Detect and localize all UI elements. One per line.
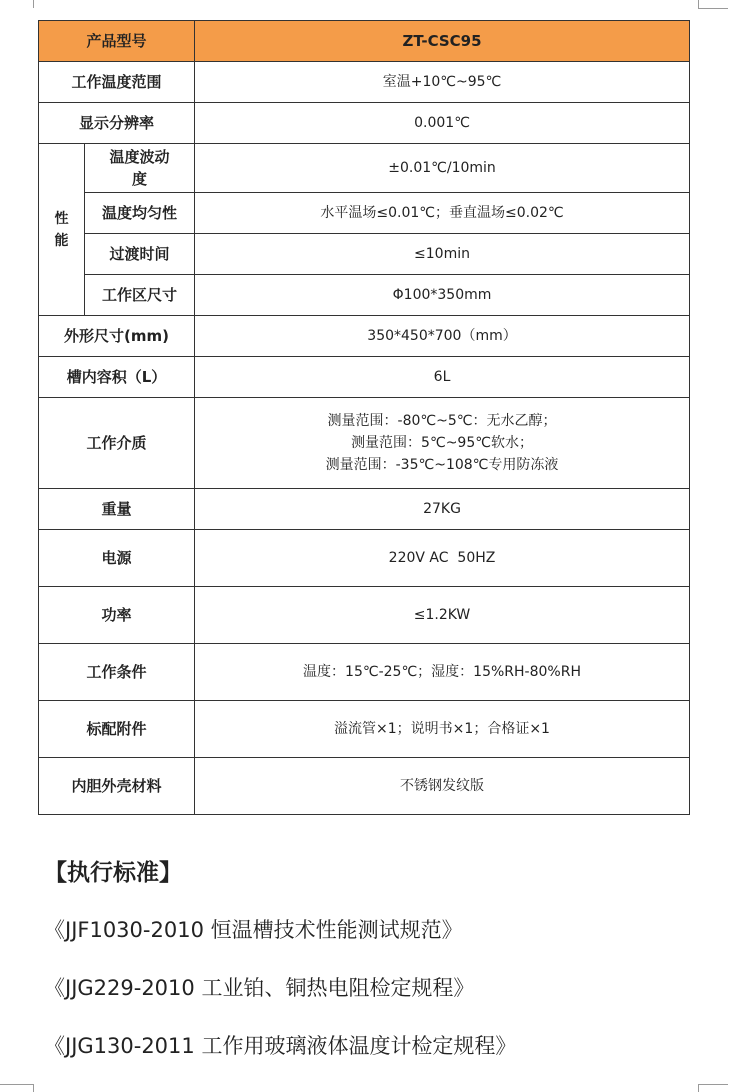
row-value: 27KG bbox=[195, 489, 690, 530]
row-value-multiline bbox=[195, 398, 690, 489]
row-value: 温度：15℃-25℃；湿度：15%RH-80%RH bbox=[195, 644, 690, 701]
table-row bbox=[39, 587, 690, 644]
row-value: 350*450*700（mm） bbox=[195, 316, 690, 357]
standard-item: 《JJG130-2011 工作用玻璃液体温度计检定规程》 bbox=[44, 1034, 517, 1058]
standards-section bbox=[44, 856, 704, 1087]
row-label: 重量 bbox=[39, 489, 195, 530]
standard-item: 《JJG229-2010 工业铂、铜热电阻检定规程》 bbox=[44, 976, 475, 1000]
row-value: 不锈钢发纹版 bbox=[195, 758, 690, 815]
row-label: 标配附件 bbox=[39, 701, 195, 758]
table-row bbox=[39, 701, 690, 758]
row-value: ±0.01℃/10min bbox=[195, 144, 690, 193]
table-row bbox=[39, 316, 690, 357]
row-label: 工作温度范围 bbox=[39, 62, 195, 103]
row-value: 6L bbox=[195, 357, 690, 398]
header-model-value: ZT-CSC95 bbox=[195, 21, 690, 62]
header-label: 产品型号 bbox=[39, 21, 195, 62]
crop-mark-bottom-left-h bbox=[0, 1084, 33, 1085]
row-value: ≤1.2KW bbox=[195, 587, 690, 644]
table-row bbox=[39, 758, 690, 815]
medium-line: 测量范围：-80℃~5℃：无水乙醇； bbox=[327, 413, 557, 429]
row-value: 溢流管×1；说明书×1；合格证×1 bbox=[195, 701, 690, 758]
spec-table bbox=[38, 20, 690, 815]
table-row bbox=[39, 530, 690, 587]
row-label: 工作介质 bbox=[39, 398, 195, 489]
medium-line: 测量范围：-35℃~108℃专用防冻液 bbox=[325, 457, 559, 473]
row-label: 显示分辨率 bbox=[39, 103, 195, 144]
row-value: 室温+10℃~95℃ bbox=[195, 62, 690, 103]
table-row bbox=[39, 357, 690, 398]
row-label-line: 度 bbox=[132, 170, 148, 188]
row-label: 温度均匀性 bbox=[85, 193, 195, 234]
table-row bbox=[39, 275, 690, 316]
row-label: 工作条件 bbox=[39, 644, 195, 701]
medium-line: 测量范围：5℃~95℃软水； bbox=[351, 435, 533, 451]
performance-char: 性 bbox=[54, 210, 69, 227]
table-row bbox=[39, 62, 690, 103]
row-label: 内胆外壳材料 bbox=[39, 758, 195, 815]
table-header-row bbox=[39, 21, 690, 62]
crop-mark-bottom-left-v bbox=[33, 1084, 34, 1092]
row-label: 槽内容积（L） bbox=[39, 357, 195, 398]
table-row bbox=[39, 644, 690, 701]
row-label-line: 温度波动 bbox=[109, 148, 170, 166]
row-label: 电源 bbox=[39, 530, 195, 587]
row-label: 外形尺寸(mm) bbox=[39, 316, 195, 357]
performance-char: 能 bbox=[54, 232, 69, 249]
standard-item: 《JJF1030-2010 恒温槽技术性能测试规范》 bbox=[44, 918, 463, 942]
table-row bbox=[39, 398, 690, 489]
table-row bbox=[39, 144, 690, 193]
crop-mark-top-right-h bbox=[698, 8, 728, 9]
row-value: 0.001℃ bbox=[195, 103, 690, 144]
table-row bbox=[39, 193, 690, 234]
row-label: 功率 bbox=[39, 587, 195, 644]
crop-mark-top-left bbox=[33, 0, 34, 8]
performance-group-label bbox=[39, 144, 85, 316]
table-row bbox=[39, 234, 690, 275]
row-value: 水平温场≤0.01℃；垂直温场≤0.02℃ bbox=[195, 193, 690, 234]
row-value: 220V AC 50HZ bbox=[195, 530, 690, 587]
table-row bbox=[39, 489, 690, 530]
crop-mark-top-right-v bbox=[698, 0, 699, 8]
standards-title: 【执行标准】 bbox=[44, 860, 182, 886]
row-value: ≤10min bbox=[195, 234, 690, 275]
table-row bbox=[39, 103, 690, 144]
row-value: Φ100*350mm bbox=[195, 275, 690, 316]
row-label bbox=[85, 144, 195, 193]
row-label: 过渡时间 bbox=[85, 234, 195, 275]
row-label: 工作区尺寸 bbox=[85, 275, 195, 316]
